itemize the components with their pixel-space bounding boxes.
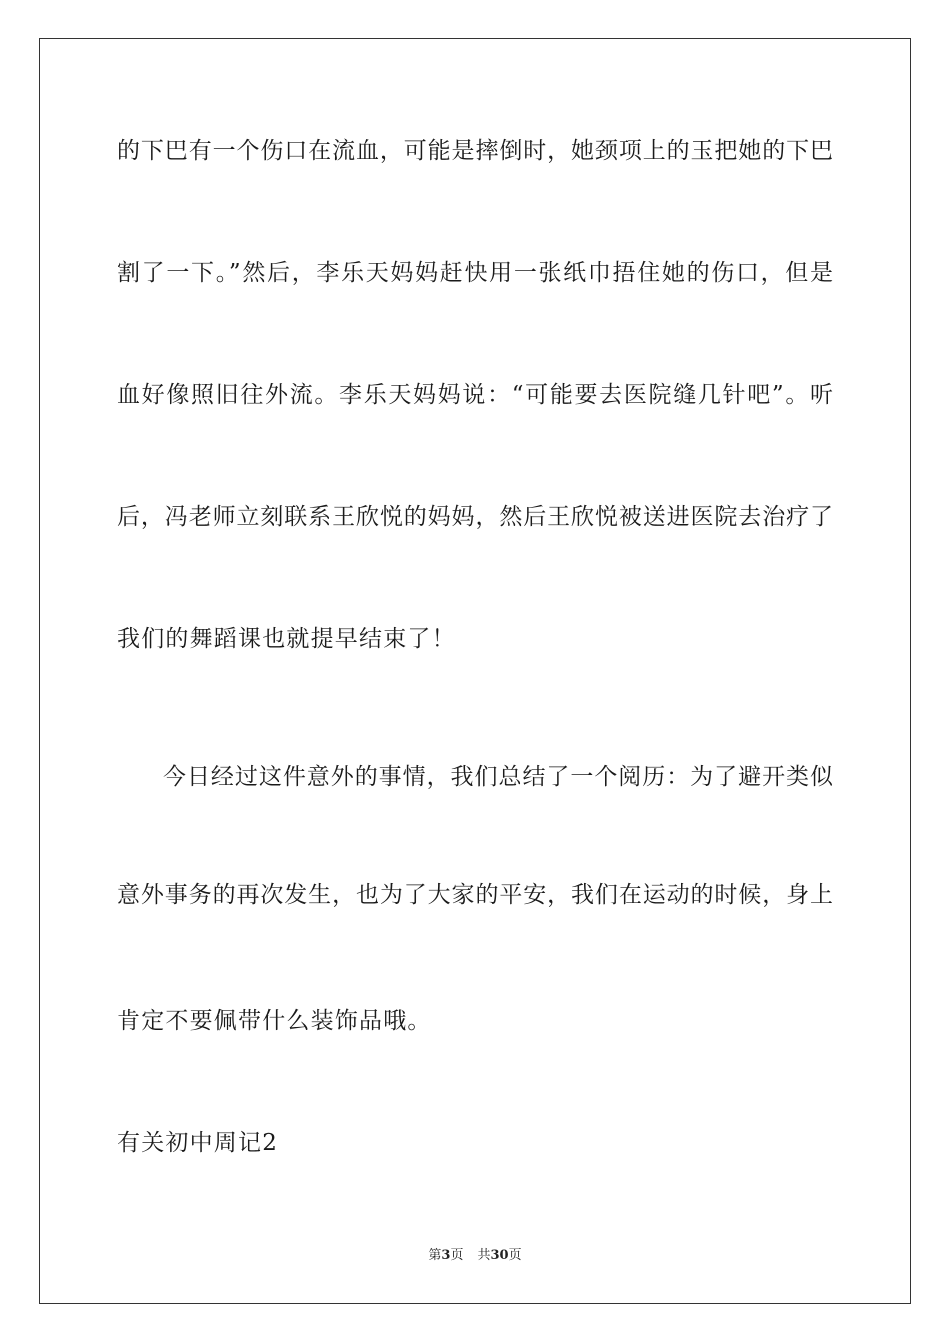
total-prefix: 共: [477, 1248, 491, 1263]
total-suffix: 页: [508, 1248, 522, 1263]
paragraph-line: 意外事务的再次发生，也为了大家的平安，我们在运动的时候，身上: [117, 882, 833, 908]
paragraph-line: 的下巴有一个伤口在流血，可能是摔倒时，她颈项上的玉把她的下巴: [117, 138, 833, 164]
section-heading: 有关初中周记2: [117, 1130, 279, 1156]
paragraph-line: 割了一下。”然后，李乐天妈妈赶快用一张纸巾捂住她的伤口，但是: [117, 260, 833, 286]
paragraph-line: 今日经过这件意外的事情，我们总结了一个阅历：为了避开类似: [163, 764, 833, 790]
page-prefix: 第: [428, 1248, 442, 1263]
paragraph-line: 我们的舞蹈课也就提早结束了！: [117, 626, 456, 652]
paragraph-line: 肯定不要佩带什么装饰品哦。: [117, 1008, 432, 1034]
paragraph-line: 血好像照旧往外流。李乐天妈妈说：“可能要去医院缝几针吧”。听: [117, 382, 833, 408]
page-suffix: 页: [450, 1248, 464, 1263]
page-border: [39, 38, 911, 1304]
page-footer: [0, 1247, 950, 1265]
total-pages: 30: [490, 1248, 509, 1263]
paragraph-line: 后，冯老师立刻联系王欣悦的妈妈，然后王欣悦被送进医院去治疗了: [117, 504, 833, 530]
page-number: 3: [441, 1248, 451, 1263]
